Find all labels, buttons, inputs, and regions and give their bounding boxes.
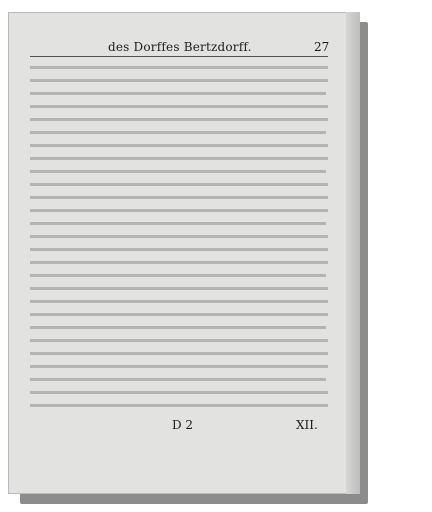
text-line <box>30 196 328 199</box>
text-line <box>30 274 326 277</box>
text-line <box>30 404 328 407</box>
text-line <box>30 261 328 264</box>
text-line <box>30 365 328 368</box>
text-line <box>30 92 326 95</box>
text-line <box>30 339 328 342</box>
page-number: 27 <box>314 40 330 54</box>
text-line <box>30 79 328 82</box>
text-line <box>30 118 328 121</box>
gutter-shade <box>346 12 360 494</box>
text-line <box>30 287 328 290</box>
text-line <box>30 183 328 186</box>
running-head: des Dorffes Bertzdorff. <box>108 40 252 54</box>
catchword: XII. <box>296 418 318 432</box>
text-line <box>30 378 326 381</box>
text-line <box>30 222 326 225</box>
text-line <box>30 66 328 69</box>
signature-mark: D 2 <box>172 418 194 432</box>
text-line <box>30 131 326 134</box>
text-line <box>30 209 328 212</box>
text-line <box>30 326 326 329</box>
body-text-block <box>30 66 330 417</box>
text-line <box>30 352 328 355</box>
text-line <box>30 157 328 160</box>
text-line <box>30 248 328 251</box>
head-rule <box>30 56 328 57</box>
text-line <box>30 235 328 238</box>
text-line <box>30 144 328 147</box>
text-line <box>30 391 328 394</box>
text-line <box>30 105 328 108</box>
text-line <box>30 313 328 316</box>
text-line <box>30 300 328 303</box>
text-line <box>30 170 326 173</box>
